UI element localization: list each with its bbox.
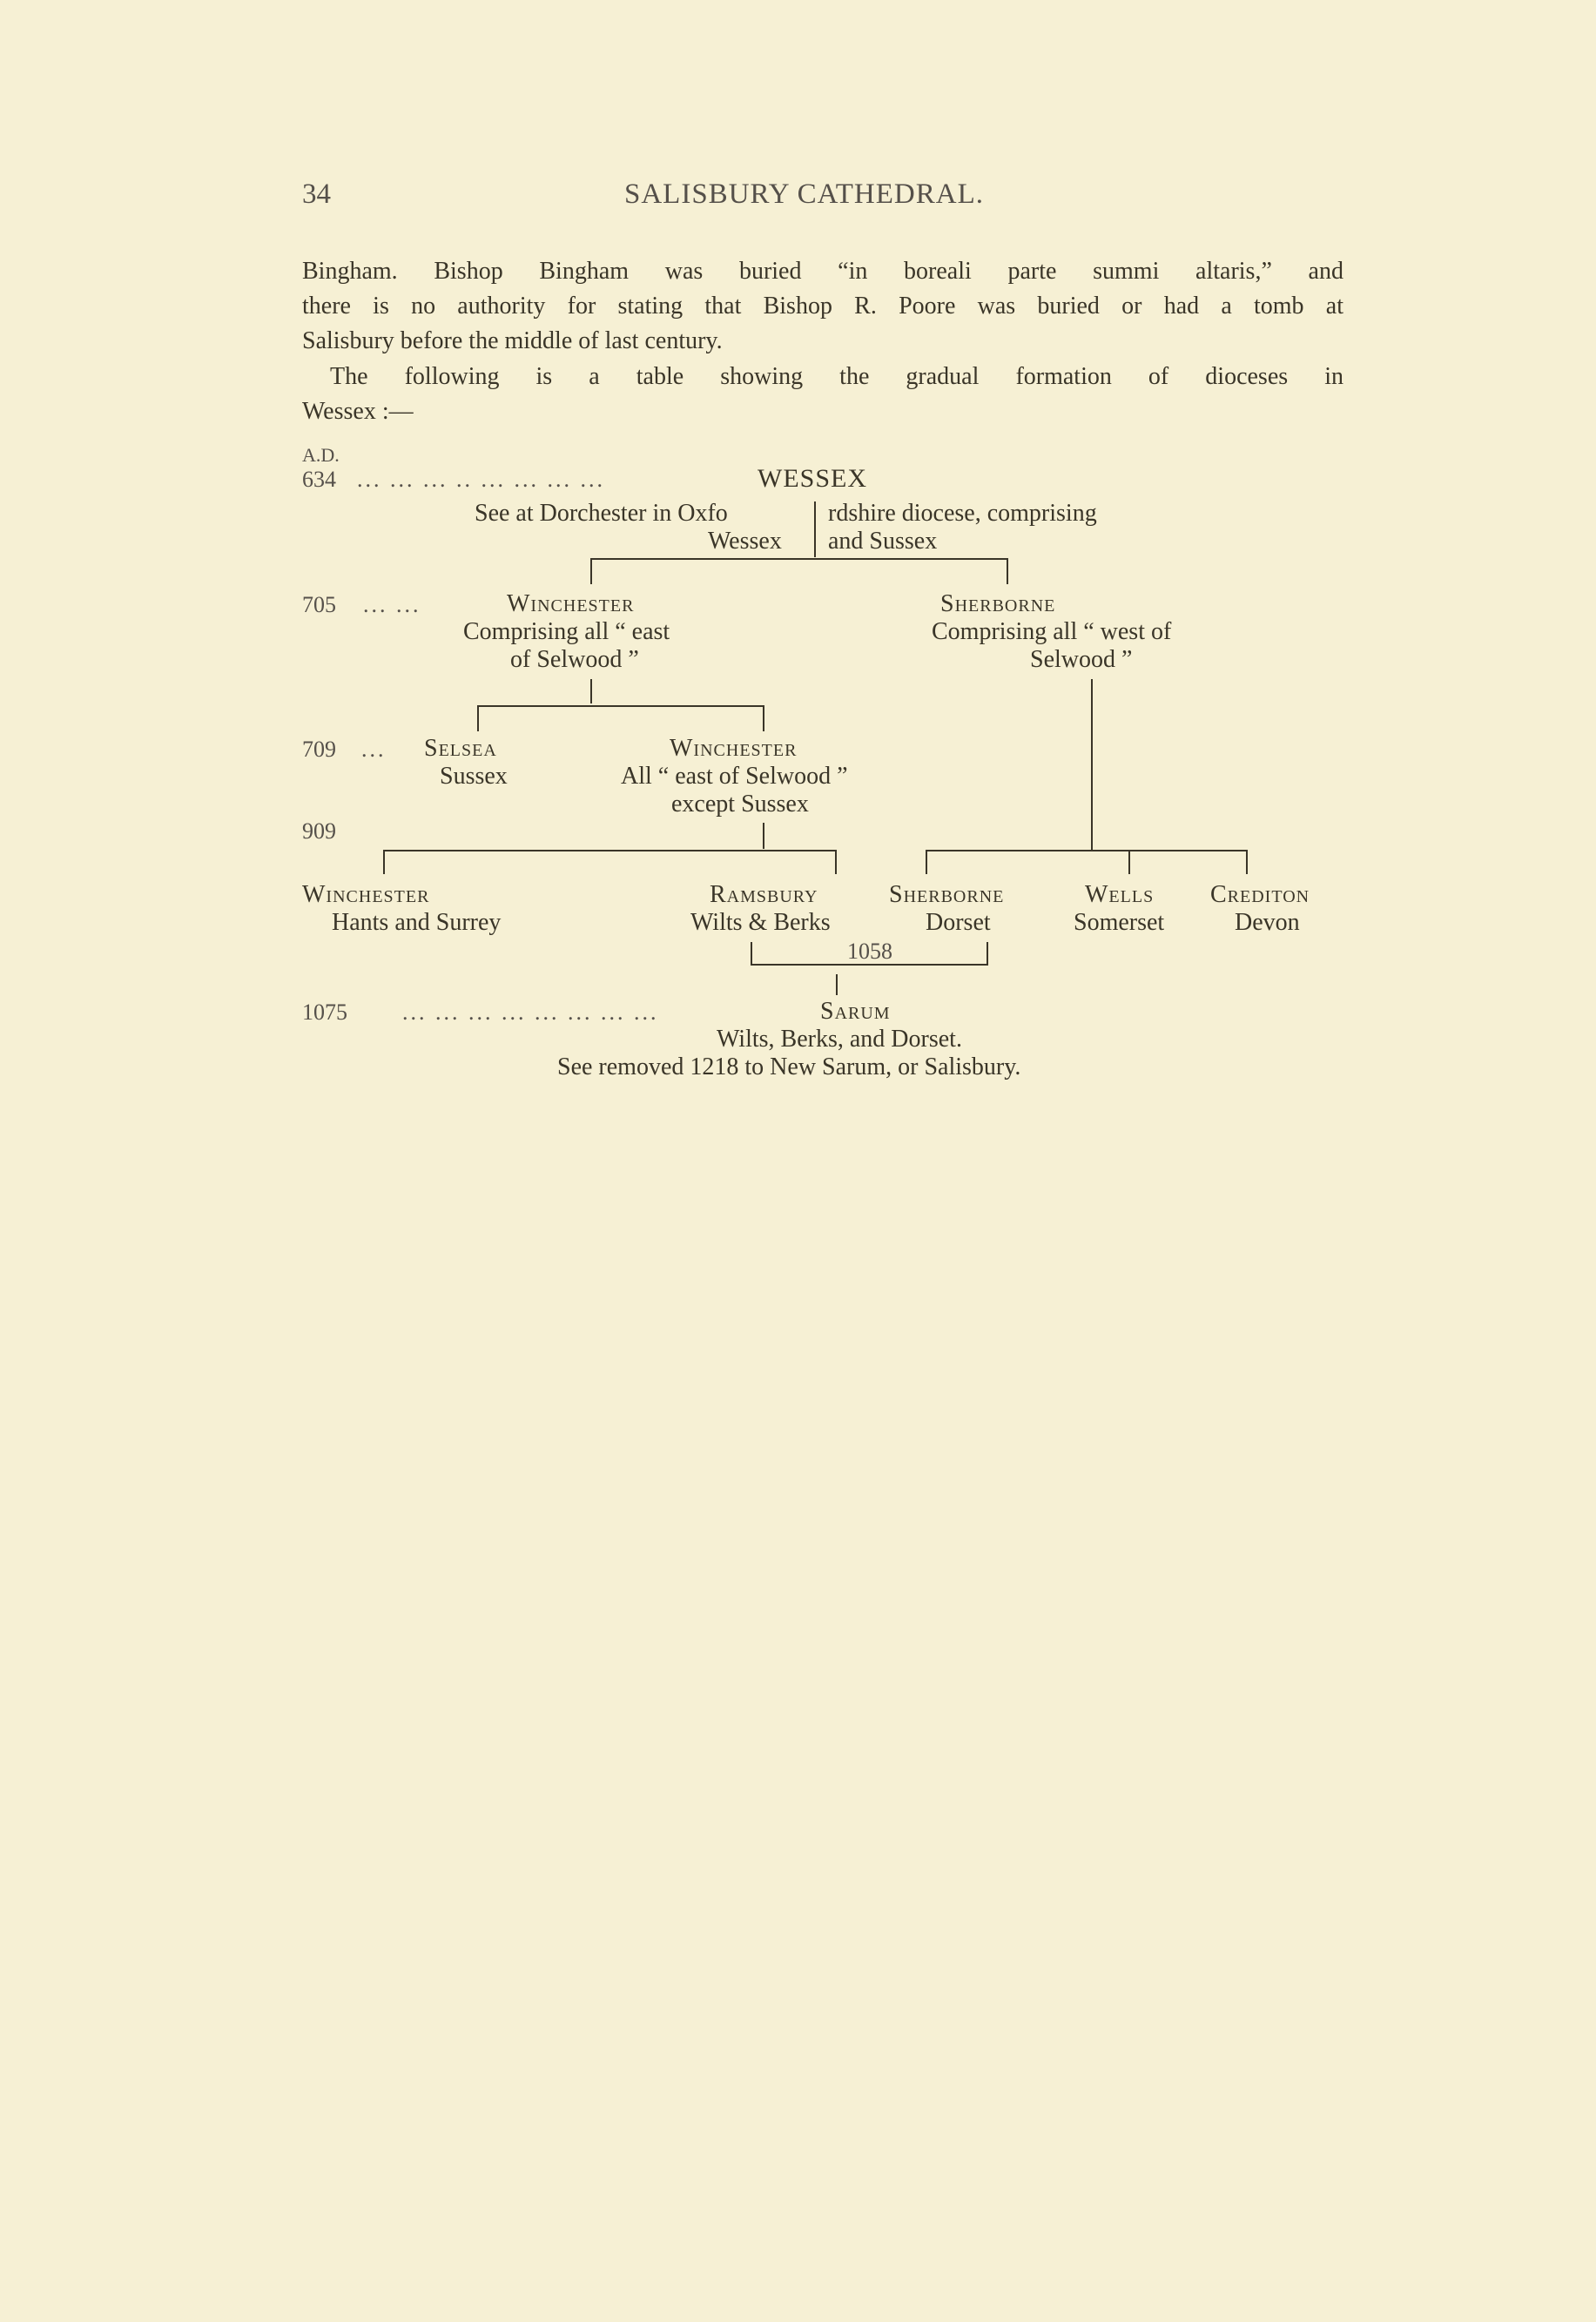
year-634: 634 (302, 467, 336, 492)
ad-label: A.D. (302, 444, 340, 466)
connector-line (814, 501, 816, 557)
connector-line (477, 705, 764, 707)
paragraph-line: Bingham. Bishop Bingham was buried “in boreali parte summi altaris,” and (302, 258, 1343, 285)
winchester-909-note: Hants and Surrey (332, 909, 502, 936)
crediton-909: Crediton (1210, 881, 1310, 908)
sarum-1075: Sarum (820, 998, 891, 1025)
paragraph-line: there is no authority for stating that Bishop R. Poore was buried or had a tomb at (302, 293, 1343, 320)
sarum-note-1: Wilts, Berks, and Dorset. (717, 1026, 962, 1053)
connector-line (751, 964, 988, 966)
union-year-1058: 1058 (847, 939, 892, 964)
connector-line (926, 850, 927, 874)
connector-line (383, 850, 836, 851)
leader-dots: ... ... ... ... ... ... ... ... (402, 999, 659, 1025)
year-705: 705 (302, 592, 336, 617)
connector-line (751, 942, 752, 965)
see-note-right: rdshire diocese, comprising (828, 500, 1097, 527)
paragraph-line: Salisbury before the middle of last century. (302, 327, 723, 354)
connector-line (836, 974, 838, 995)
year-709: 709 (302, 737, 336, 762)
see-note-left: See at Dorchester in Oxfo (475, 500, 728, 527)
paragraph-line: The following is a table showing the gradual formation of dioceses in (330, 363, 1343, 390)
connector-line (590, 679, 592, 703)
connector-line (590, 558, 592, 584)
sherborne-909-note: Dorset (926, 909, 991, 936)
ramsbury-909: Ramsbury (710, 881, 818, 908)
connector-line (987, 942, 988, 965)
ramsbury-909-note: Wilts & Berks (690, 909, 831, 936)
connector-line (383, 850, 385, 874)
connector-line (763, 705, 764, 731)
winchester-709: Winchester (670, 735, 798, 762)
year-1075: 1075 (302, 999, 347, 1025)
connector-line (1128, 850, 1130, 874)
paragraph-line: Wessex :— (302, 398, 414, 425)
winchester-705-note-2: of Selwood ” (510, 646, 639, 673)
selsea-709: Selsea (424, 735, 497, 762)
paragraph-1 (302, 254, 1343, 359)
wessex-title: WESSEX (758, 464, 867, 493)
sarum-note-2: See removed 1218 to New Sarum, or Salisbury. (557, 1053, 1021, 1080)
connector-line (590, 558, 1008, 560)
leader-dots: ... ... ... .. ... ... ... ... (357, 467, 605, 492)
year-909: 909 (302, 818, 336, 844)
connector-line (926, 850, 1248, 851)
connector-line (477, 705, 479, 731)
page-number: 34 (302, 178, 331, 210)
sherborne-909: Sherborne (889, 881, 1005, 908)
winchester-709-note-1: All “ east of Selwood ” (621, 763, 848, 790)
winchester-705: Winchester (507, 590, 635, 617)
connector-line (763, 823, 764, 849)
sherborne-705: Sherborne (940, 590, 1056, 617)
sherborne-705-note-1: Comprising all “ west of (932, 618, 1172, 645)
wessex-note-right: and Sussex (828, 528, 938, 555)
crediton-909-note: Devon (1235, 909, 1300, 936)
winchester-705-note-1: Comprising all “ east (463, 618, 670, 645)
sherborne-705-note-2: Selwood ” (1030, 646, 1133, 673)
connector-line (1246, 850, 1248, 874)
running-title: SALISBURY CATHEDRAL. (624, 178, 984, 210)
connector-line (835, 850, 837, 874)
wessex-note-left: Wessex (708, 528, 782, 555)
winchester-909: Winchester (302, 881, 430, 908)
connector-line (1007, 558, 1008, 584)
wells-909: Wells (1085, 881, 1155, 908)
connector-line (1091, 679, 1093, 850)
wells-909-note: Somerset (1074, 909, 1165, 936)
selsea-709-note: Sussex (440, 763, 508, 790)
paragraph-2 (302, 360, 1343, 429)
winchester-709-note-2: except Sussex (671, 791, 809, 818)
leader-dots: ... ... (363, 592, 421, 617)
leader-dots: ... (361, 737, 387, 762)
